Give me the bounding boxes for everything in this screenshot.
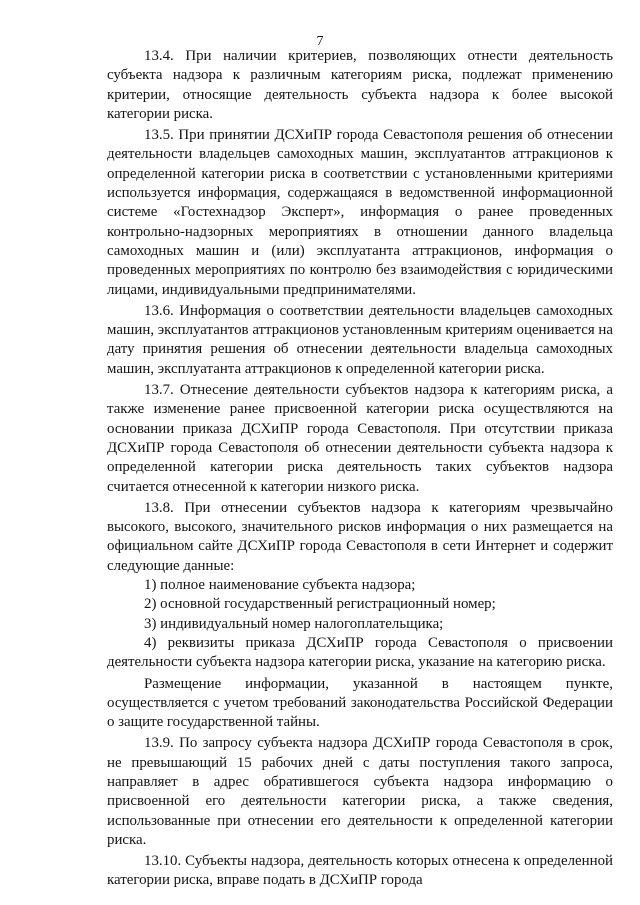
list-item-inn: 3) индивидуальный номер налогоплательщика;	[144, 615, 444, 632]
paragraph-13-4: 13.4. При наличии критериев, позволяющих отнести деятельность субъекта надзора к различным категориям риска, подлежат применению критерии, относящие деятельность субъекта надзора к более высокой категории риска.	[107, 48, 613, 122]
paragraph-13-6: 13.6. Информация о соответствии деятельности владельцев самоходных машин, эксплуатантов аттракционов установленным критериям оценивается на дату принятия решения об отнесении деятельности владельца самоходных машин, эксплуатанта аттракционов к определенной категории риска.	[107, 302, 613, 377]
list-item-order-details: 4) реквизиты приказа ДСХиПР города Севастополя о присвоении деятельности субъекта надзора категории риска, указание на категорию риска.	[107, 634, 613, 671]
list-item-full-name: 1) полное наименование субъекта надзора;	[144, 577, 416, 594]
paragraph-13-9: 13.9. По запросу субъекта надзора ДСХиПР города Севастополя в срок, не превышающий 15 рабочих дней с даты поступления такого запроса, направляет в адрес обратившегося субъекта надзора информацию о присвоенной его деятельности категории риска, а также сведения, использованные при отнесении его деятельности к определенной категории риска.	[107, 735, 613, 848]
paragraph-13-8: 13.8. При отнесении субъектов надзора к категориям чрезвычайно высокого, высокого, значительного рисков информация о них размещается на официальном сайте ДСХиПР города Севастополя в сети Интернет и содержит следующие данные:	[107, 499, 613, 574]
page-number: 7	[316, 34, 324, 49]
paragraph-13-5: 13.5. При принятии ДСХиПР города Севастополя решения об отнесении деятельности владельцев самоходных машин, эксплуатантов аттракционов к определенной категории риска в соответствии с установленными критериями используется информация, содержащаяся в ведомственной информационной системе «Гостехнадзор Эксперт», информация о ранее проведенных контрольно-надзорных мероприятиях в отношении данного владельца самоходных машин и (или) эксплуатанта аттракционов, информация о проведенных мероприятиях по контролю без взаимодействия с юридическими лицами, индивидуальными предпринимателями.	[107, 127, 613, 298]
paragraph-placement: Размещение информации, указанной в настоящем пункте, осуществляется с учетом требований законодательства Российской Федерации о защите государственной тайны.	[107, 675, 613, 731]
paragraph-13-10: 13.10. Субъекты надзора, деятельность которых отнесена к определенной категории риска, вправе подать в ДСХиПР города	[107, 853, 613, 889]
document-body	[107, 47, 613, 891]
list-item-ogrn: 2) основной государственный регистрационный номер;	[144, 596, 496, 613]
paragraph-13-7: 13.7. Отнесение деятельности субъектов надзора к категориям риска, а также изменение ранее присвоенной категории риска осуществляются на основании приказа ДСХиПР города Севастополя. При отсутствии приказа ДСХиПР города Севастополя об отнесении деятельности субъекта надзора к определенной категории риска деятельность таких субъектов надзора считается отнесенной к категории низкого риска.	[107, 382, 613, 495]
